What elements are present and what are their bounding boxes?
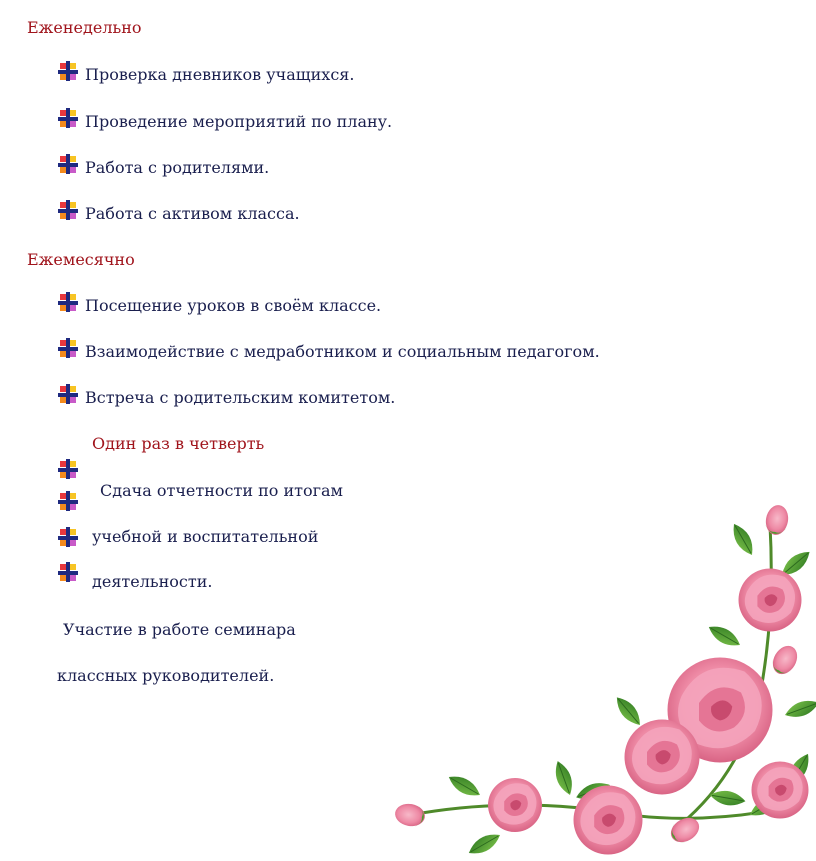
list-item: Взаимодействие с медработником и социальным педагогом. — [85, 342, 600, 361]
heading-monthly: Ежемесячно — [27, 250, 135, 269]
pink-roses-decoration — [380, 495, 816, 861]
list-item: Работа с активом класса. — [85, 204, 300, 223]
list-item: учебной и воспитательной — [92, 527, 319, 546]
cross-bullet-icon — [57, 383, 79, 405]
list-item: Проверка дневников учащихся. — [85, 65, 355, 84]
cross-bullet-icon — [57, 153, 79, 175]
heading-weekly: Еженедельно — [27, 18, 142, 37]
cross-bullet-icon — [57, 561, 79, 583]
cross-bullet-icon — [57, 526, 79, 548]
extra-line: классных руководителей. — [57, 666, 275, 685]
list-item: Проведение мероприятий по плану. — [85, 112, 393, 131]
cross-bullet-icon — [57, 458, 79, 480]
list-item: Сдача отчетности по итогам — [100, 481, 343, 500]
cross-bullet-icon — [57, 337, 79, 359]
list-item: деятельности. — [92, 572, 213, 591]
cross-bullet-icon — [57, 199, 79, 221]
list-item: Встреча с родительским комитетом. — [85, 388, 396, 407]
cross-bullet-icon — [57, 107, 79, 129]
cross-bullet-icon — [57, 291, 79, 313]
cross-bullet-icon — [57, 490, 79, 512]
list-item: Работа с родителями. — [85, 158, 270, 177]
heading-quarterly: Один раз в четверть — [92, 434, 265, 453]
extra-line: Участие в работе семинара — [63, 620, 296, 639]
cross-bullet-icon — [57, 60, 79, 82]
list-item: Посещение уроков в своём классе. — [85, 296, 382, 315]
